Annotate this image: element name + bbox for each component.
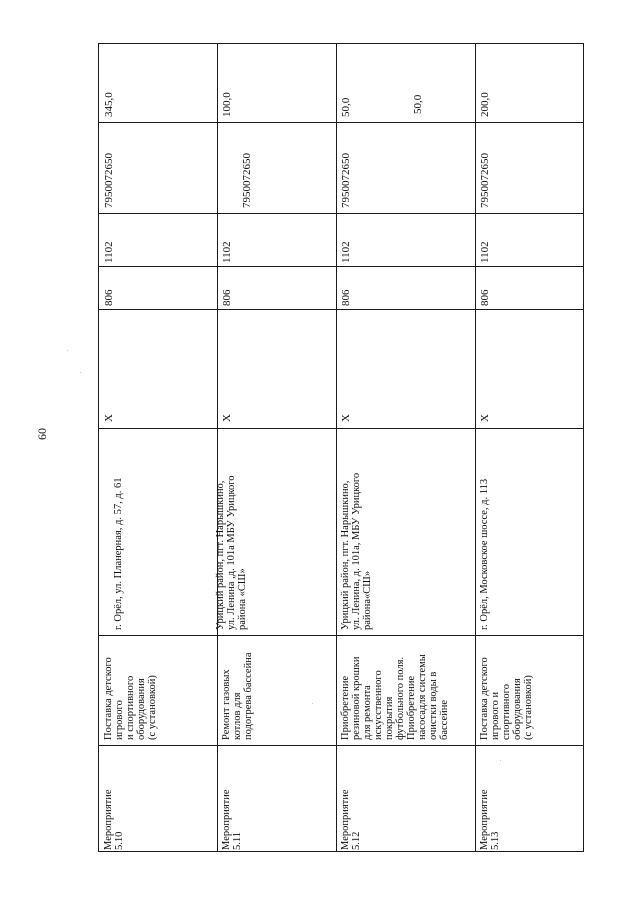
table-column-divider bbox=[475, 44, 476, 851]
description-text: Поставка детского игрового и спортивного оборудования (с установкой) bbox=[479, 657, 534, 740]
address-text: Урицкий район, пгт. Нарышкино, ул. Ленина ,д. 101а МБУ Урицкого района «СШ» bbox=[215, 475, 248, 630]
mark-x: Х bbox=[103, 414, 115, 422]
target-code: 7950072650 bbox=[241, 153, 253, 208]
scan-dot bbox=[67, 350, 68, 351]
table-row-divider bbox=[99, 428, 583, 429]
amount-value: 200,0 bbox=[479, 92, 491, 117]
grbs-code: 806 bbox=[103, 289, 115, 306]
grbs-code: 806 bbox=[479, 289, 491, 306]
table-row-divider bbox=[99, 309, 583, 310]
target-code: 7950072650 bbox=[340, 153, 352, 208]
event-label: Мероприятие 5.13 bbox=[479, 789, 501, 850]
target-code: 7950072650 bbox=[479, 153, 491, 208]
address-text: г. Орёл, ул. Планерная, д. 57, д. 61 bbox=[113, 477, 124, 630]
grbs-code: 806 bbox=[340, 289, 352, 306]
amount-value-secondary: 50,0 bbox=[412, 94, 424, 114]
table-row-divider bbox=[99, 635, 583, 636]
address-text: г. Орёл, Московское шоссе, д. 113 bbox=[479, 478, 490, 630]
section-code: 1102 bbox=[340, 241, 352, 263]
scan-dot bbox=[80, 372, 81, 373]
description-text: Ремонт газовых котлов для подогрева бассейна bbox=[221, 652, 254, 740]
address-text: Урицкий район, пгт. Нарышкино, ул. Ленина, д. 101а, МБУ Урицкого района«СШ» bbox=[340, 472, 373, 630]
budget-table bbox=[98, 43, 584, 852]
event-label: Мероприятие 5.12 bbox=[340, 789, 362, 850]
scan-dot bbox=[500, 760, 501, 761]
event-label: Мероприятие 5.10 bbox=[103, 789, 125, 850]
mark-x: Х bbox=[340, 414, 352, 422]
amount-value: 100,0 bbox=[221, 92, 233, 117]
grbs-code: 806 bbox=[221, 289, 233, 306]
table-row-divider bbox=[99, 122, 583, 123]
section-code: 1102 bbox=[221, 241, 233, 263]
table-row-divider bbox=[99, 266, 583, 267]
mark-x: Х bbox=[479, 414, 491, 422]
description-text: Поставка детского игрового и спортивного оборудования (с установкой) bbox=[103, 657, 158, 740]
event-label: Мероприятие 5.11 bbox=[221, 789, 243, 850]
scan-dot bbox=[312, 703, 313, 704]
table-column-divider bbox=[336, 44, 337, 851]
section-code: 1102 bbox=[103, 241, 115, 263]
description-text: Приобретение резиновой крошки для ремонта искусственного покрытия футбольного поля. Приобретение насосадля системы очистки воды в бассейне bbox=[340, 654, 450, 740]
target-code: 7950072650 bbox=[103, 153, 115, 208]
section-code: 1102 bbox=[479, 241, 491, 263]
table-row-divider bbox=[99, 745, 583, 746]
mark-x: Х bbox=[221, 414, 233, 422]
page-number: 60 bbox=[35, 428, 49, 440]
table-row-divider bbox=[99, 213, 583, 214]
amount-value: 50,0 bbox=[340, 97, 352, 117]
amount-value: 345,0 bbox=[103, 92, 115, 117]
